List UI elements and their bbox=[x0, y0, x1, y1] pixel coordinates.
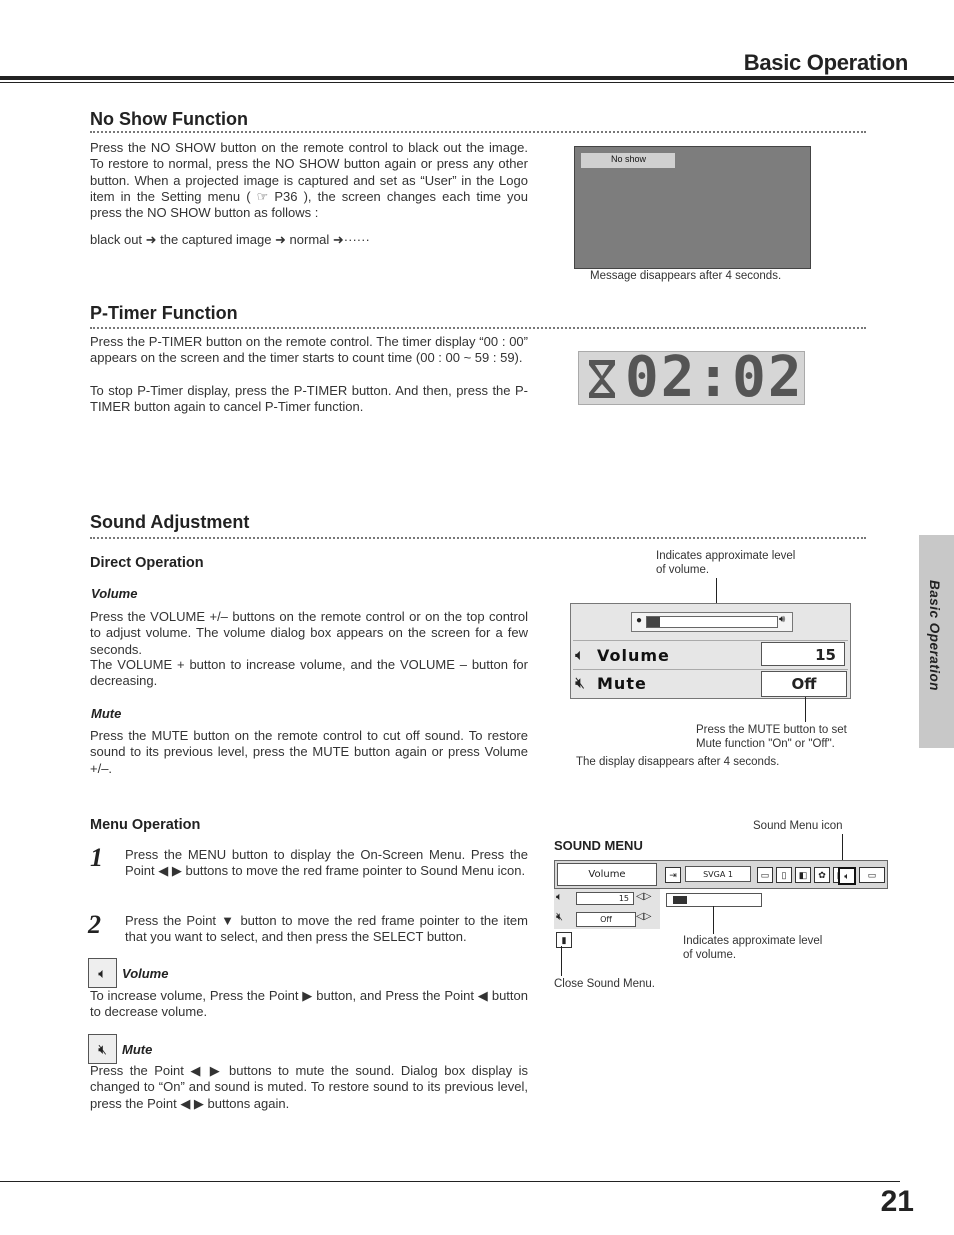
menu-volume-bar bbox=[666, 893, 762, 907]
input-icon: ⇥ bbox=[665, 867, 681, 883]
step-2-text: Press the Point ▼ button to move the red frame pointer to the item that you want to select, and then press the SELECT button. bbox=[125, 913, 528, 945]
sound-menu-icon[interactable]: 🔈︎ bbox=[838, 867, 856, 885]
hourglass-icon bbox=[587, 358, 617, 400]
p-timer-body: Press the P-TIMER button on the remote control. The timer display “00 : 00” appears on the screen and the timer starts to count time (00 : 00 ~ 59 : 59). bbox=[90, 334, 528, 366]
close-menu-icon[interactable]: ▮ bbox=[556, 932, 572, 948]
no-show-osd-label: No show bbox=[581, 153, 675, 168]
speaker-icon: 🔈︎ bbox=[556, 891, 563, 903]
step-1-text: Press the MENU button to display the On-Screen Menu. Press the Point ◀ ▶ buttons to move the red frame pointer to Sound Menu icon. bbox=[125, 847, 528, 879]
menu-volume-subtitle: Volume bbox=[122, 966, 169, 981]
callout-line bbox=[805, 697, 806, 722]
menu-mute-subtitle: Mute bbox=[122, 1042, 153, 1057]
screen-icon: ▯ bbox=[776, 867, 792, 883]
p-timer-title: P-Timer Function bbox=[90, 303, 238, 323]
no-show-caption: Message disappears after 4 seconds. bbox=[590, 270, 782, 282]
side-tab-label: Basic Operation bbox=[927, 580, 942, 692]
volume-body-2: The VOLUME + button to increase volume, and the VOLUME – button for decreasing. bbox=[90, 657, 528, 689]
pc-adjust-icon: ▭ bbox=[757, 867, 773, 883]
side-tab bbox=[919, 535, 954, 748]
no-show-sequence: black out ➜ the captured image ➜ normal ➜······ bbox=[90, 232, 370, 247]
sound-caption: The display disappears after 4 seconds. bbox=[576, 756, 780, 768]
header-rule bbox=[0, 76, 954, 80]
volume-bar-frame bbox=[631, 612, 793, 632]
osd-volume-label: Volume bbox=[597, 646, 670, 665]
volume-bar bbox=[646, 616, 778, 628]
osd-mute-value: Off bbox=[761, 671, 847, 697]
menu-operation-title: Menu Operation bbox=[90, 817, 201, 833]
no-show-screen bbox=[574, 146, 811, 269]
volume-body: Press the VOLUME +/– buttons on the remote control or on the top control to adjust volume. The volume dialog box appears on the screen for a few seconds. bbox=[90, 609, 528, 657]
p-timer-display bbox=[578, 345, 805, 410]
mute-icon: 🔇︎ bbox=[556, 911, 563, 923]
footer-rule bbox=[0, 1181, 900, 1182]
menu-volume-body: To increase volume, Press the Point ▶ button, and Press the Point ◀ button to decrease volume. bbox=[90, 988, 528, 1020]
callout-line bbox=[713, 906, 714, 934]
no-show-body: Press the NO SHOW button on the remote control to black out the image. To restore to normal, press the NO SHOW button again or press any other button. When a projected image is captured and set as “User” in the Logo item in the Setting menu ( ☞ P36 ), the screen changes each time you press the NO SHOW button as follows : bbox=[90, 140, 528, 221]
volume-speaker-icon: 🔈︎ bbox=[88, 958, 117, 988]
close-menu-callout: Close Sound Menu. bbox=[554, 978, 656, 990]
volume-subtitle: Volume bbox=[91, 586, 138, 601]
sound-menu-panel bbox=[554, 889, 660, 929]
speaker-small-icon: 🔊︎ bbox=[779, 614, 786, 625]
no-show-title: No Show Function bbox=[90, 109, 248, 129]
mute-icon: 🔇︎ bbox=[575, 675, 586, 692]
section-divider bbox=[90, 131, 866, 133]
menu-volume-title: Volume bbox=[557, 863, 657, 886]
p-timer-digits: 02:02 bbox=[625, 345, 804, 410]
section-divider bbox=[90, 537, 866, 539]
page-number: 21 bbox=[880, 1185, 914, 1218]
header-rule-thin bbox=[0, 82, 954, 83]
image-icon: ◧ bbox=[795, 867, 811, 883]
menu-mute-body: Press the Point ◀ ▶ buttons to mute the sound. Dialog box display is changed to “On” and sound is muted. To restore sound to its previous level, press the Point ◀ ▶ buttons again. bbox=[90, 1063, 528, 1111]
osd-mute-label: Mute bbox=[597, 674, 647, 693]
mute-subtitle: Mute bbox=[91, 706, 122, 721]
mute-body: Press the MUTE button on the remote control to cut off sound. To restore sound to its previous level, press the MUTE button again or press Volume +/–. bbox=[90, 728, 528, 776]
sound-menu-bar bbox=[554, 860, 888, 889]
sound-title: Sound Adjustment bbox=[90, 512, 250, 532]
dot-icon: ● bbox=[636, 615, 643, 626]
menu-svga: SVGA 1 bbox=[685, 866, 751, 882]
divider bbox=[573, 640, 848, 641]
volume-level-callout: Indicates approximate level of volume. bbox=[656, 550, 796, 576]
p-timer-body-2: To stop P-Timer display, press the P-TIMER button. And then, press the P-TIMER button again to cancel P-Timer function. bbox=[90, 383, 528, 415]
direct-operation-title: Direct Operation bbox=[90, 555, 204, 571]
osd-volume-value: 15 bbox=[761, 642, 845, 666]
section-divider bbox=[90, 327, 866, 329]
mute-speaker-icon: 🔇︎ bbox=[88, 1034, 117, 1064]
speaker-icon: 🔈︎ bbox=[575, 647, 585, 664]
pc-system-icon: ▭ bbox=[859, 867, 885, 883]
callout-line bbox=[561, 946, 562, 976]
menu-volume-value: 15 bbox=[576, 892, 634, 905]
arrows-icon[interactable]: ◁▷ bbox=[636, 911, 652, 922]
volume-dialog bbox=[570, 603, 851, 699]
menu-volume-level-callout: Indicates approximate level of volume. bbox=[683, 935, 823, 961]
arrows-icon[interactable]: ◁▷ bbox=[636, 891, 652, 902]
step-2-number: 2 bbox=[88, 910, 101, 939]
sound-menu-icon-callout: Sound Menu icon bbox=[753, 820, 843, 832]
menu-mute-value: Off bbox=[576, 912, 636, 927]
step-1-number: 1 bbox=[90, 843, 103, 872]
divider bbox=[573, 669, 848, 670]
sound-menu-label: SOUND MENU bbox=[554, 838, 643, 853]
mute-callout: Press the MUTE button to set Mute function "On" or "Off". bbox=[696, 724, 847, 750]
volume-bar-fill bbox=[647, 617, 660, 627]
menu-volume-bar-fill bbox=[673, 896, 687, 904]
page-header-title: Basic Operation bbox=[743, 50, 908, 75]
color-icon: ✿ bbox=[814, 867, 830, 883]
